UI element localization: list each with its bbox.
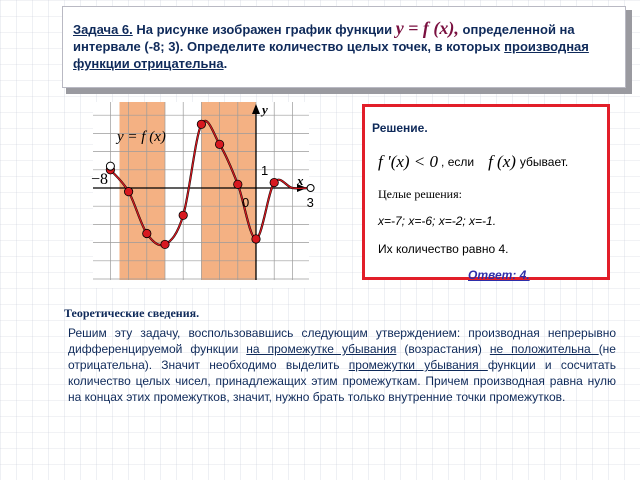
theory-title: Теоретические сведения. xyxy=(64,306,200,320)
graph-point xyxy=(179,211,187,219)
function-graph xyxy=(91,102,314,288)
task-number: Задача 6. xyxy=(73,22,133,37)
integer-solutions: x=-7; x=-6; x=-2; x=-1. xyxy=(378,214,497,228)
graph-point xyxy=(252,235,260,243)
graph-point xyxy=(197,120,205,128)
task-statement: Задача 6. На рисунке изображен график функции y = f (x), определенной на интервале (-8; 3). Определите количество целых точек, в которых производная функции отрицательна. xyxy=(62,6,626,88)
integer-solutions-label: Целые решения: xyxy=(378,187,462,201)
task-text-after: определенной на интервале (-8; 3). Определите количество целых точек, в которых xyxy=(73,22,575,54)
task-text-before: На рисунке изображен график функции xyxy=(136,22,393,37)
tick-label-one: 1 xyxy=(261,162,269,178)
solution-heading: Решение. xyxy=(372,121,428,135)
graph-point xyxy=(143,229,151,237)
tick-label-zero: 0 xyxy=(242,195,250,210)
solution-box xyxy=(362,104,610,280)
graph-point xyxy=(215,140,223,148)
tick-label-three: 3 xyxy=(306,195,314,210)
open-endpoint-right xyxy=(307,185,314,192)
decreasing-interval-band xyxy=(201,102,256,280)
answer: Ответ: 4. xyxy=(468,268,530,282)
function-label: y = f (x) xyxy=(117,129,166,145)
derivative-condition: f ′(x) < 0 , если f (x) убывает. xyxy=(378,152,569,171)
y-axis-label: y xyxy=(262,102,268,117)
tick-label-minus8: −8 xyxy=(91,171,109,188)
graph-point xyxy=(124,187,132,195)
function-notation: y = f (x), xyxy=(395,18,459,38)
solution-count: Их количество равно 4. xyxy=(378,242,509,256)
derivative-phrase: производная функции отрицательна xyxy=(73,39,589,71)
x-axis-label: x xyxy=(297,173,304,188)
theory-text: Решим эту задачу, воспользовавшись следующим утверждением: производная непрерывно дифференцируемой функции на промежутке убывания (возрастания) не положительна (не отрицательна). Значит необходимо выделить промежутки убывания функции и сосчитать количество целых чисел, принадлежащих этим промежуткам. Причем производная равна нулю на концах этих промежутков, значит, нужно брать только внутренние точки промежутков. xyxy=(68,326,616,404)
open-endpoint-left xyxy=(106,162,114,170)
graph-point xyxy=(234,180,242,188)
graph-point xyxy=(161,240,169,248)
graph-point xyxy=(270,178,278,186)
